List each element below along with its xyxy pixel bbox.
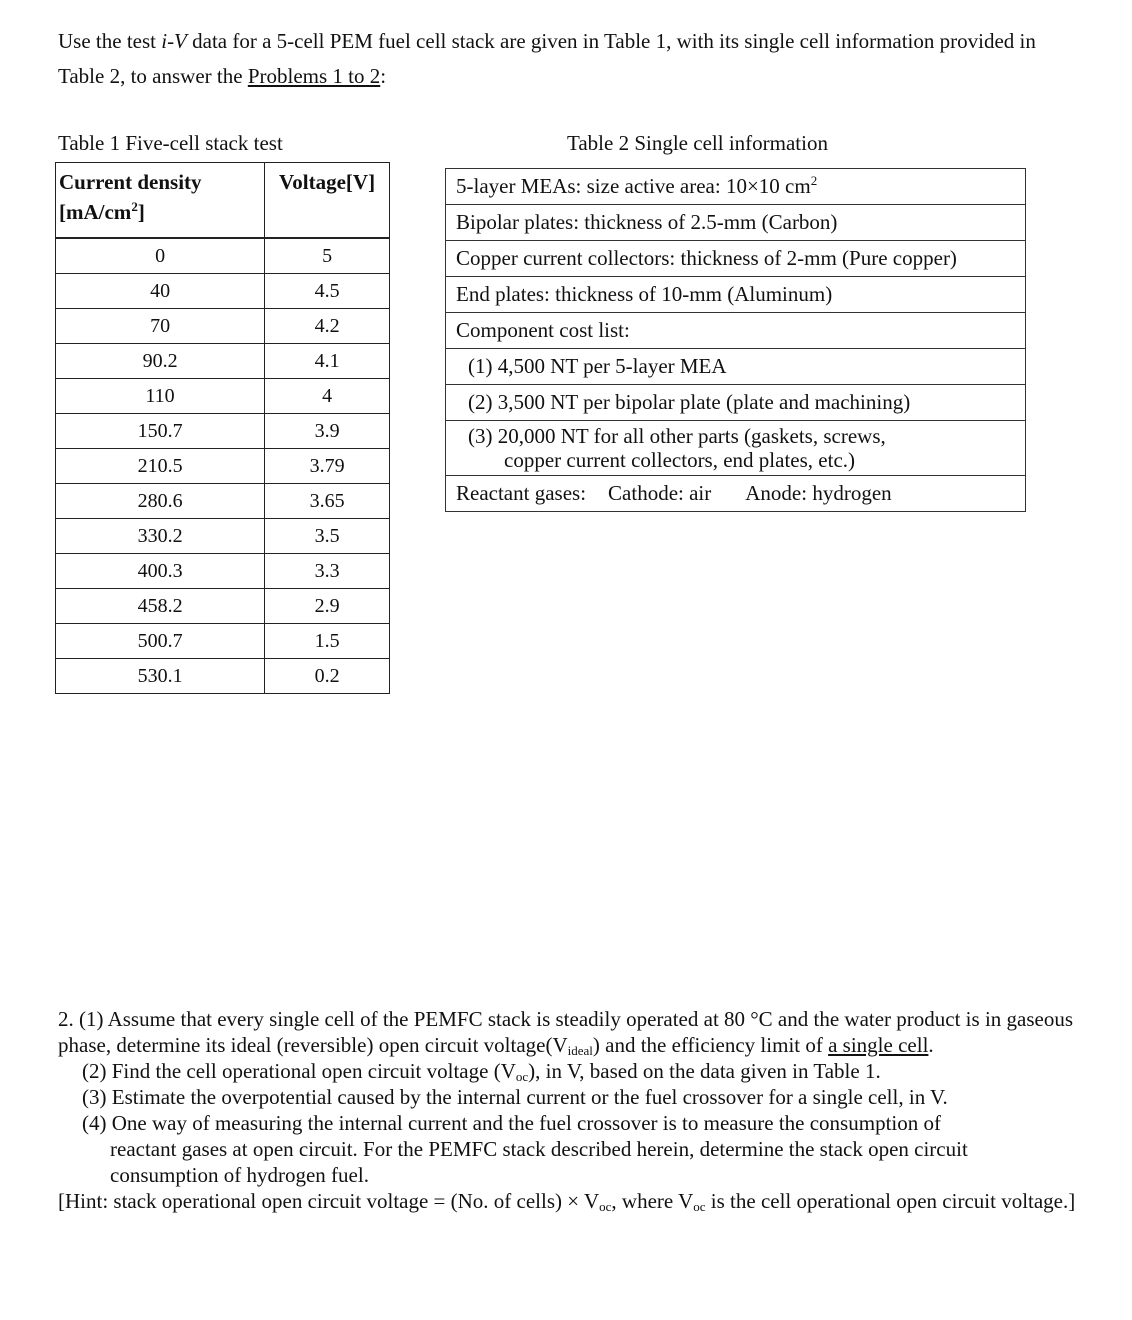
table-row xyxy=(56,589,390,624)
voltage-cell: 0.2 xyxy=(265,659,390,694)
current-cell: 458.2 xyxy=(56,589,265,624)
table-row xyxy=(56,238,390,274)
voltage-cell: 1.5 xyxy=(265,624,390,659)
header-current-line1: Current density xyxy=(59,170,202,194)
cost-item-3-line1: (3) 20,000 NT for all other parts (gaskets, screws, xyxy=(468,424,886,448)
hint-text-a: [Hint: stack operational open circuit voltage = (No. of cells) × V xyxy=(58,1189,600,1213)
table-row xyxy=(56,449,390,484)
single-cell-link: a single cell xyxy=(828,1033,929,1057)
table-row xyxy=(56,344,390,379)
anode-gas: Anode: hydrogen xyxy=(745,481,892,505)
current-cell: 400.3 xyxy=(56,554,265,589)
table2-caption: Table 2 Single cell information xyxy=(567,131,828,155)
stack-test-table xyxy=(55,162,390,694)
voltage-cell: 3.5 xyxy=(265,519,390,554)
table1-header-row xyxy=(56,163,390,239)
cost-item-1: (1) 4,500 NT per 5-layer MEA xyxy=(446,349,1026,385)
voltage-cell: 2.9 xyxy=(265,589,390,624)
hint-sub-2: oc xyxy=(693,1199,706,1214)
intro-paragraph xyxy=(58,24,1078,94)
current-cell: 90.2 xyxy=(56,344,265,379)
current-cell: 0 xyxy=(56,238,265,274)
bipolar-info: Bipolar plates: thickness of 2.5-mm (Carbon) xyxy=(446,205,1026,241)
hint-text-b: , where V xyxy=(611,1189,694,1213)
current-cell: 500.7 xyxy=(56,624,265,659)
voltage-cell: 4.2 xyxy=(265,309,390,344)
question-2-4-line2: reactant gases at open circuit. For the PEMFC stack described herein, determine the stack open circuit xyxy=(110,1137,968,1161)
current-cell: 210.5 xyxy=(56,449,265,484)
q1-text-a: 2. (1) Assume that every single cell of the PEMFC stack is steadily operated at 80 °C and the water product is in gaseous phase, determine its ideal (reversible) open circuit voltage(V xyxy=(58,1007,1074,1057)
reactant-label: Reactant gases: xyxy=(456,481,587,505)
table-row xyxy=(56,414,390,449)
question-2-2 xyxy=(58,1058,1113,1084)
q2-sub: oc xyxy=(515,1069,529,1084)
q2-text-a: (2) Find the cell operational open circuit voltage (V xyxy=(82,1059,516,1083)
header-current-close: ] xyxy=(137,200,145,224)
table-row xyxy=(446,241,1026,277)
single-cell-info-table xyxy=(445,168,1026,512)
cost-list-title: Component cost list: xyxy=(446,313,1026,349)
table-row xyxy=(446,476,1026,512)
header-current-sup: 2 xyxy=(131,199,138,214)
table-row xyxy=(56,379,390,414)
cathode-gas: Cathode: air xyxy=(608,481,712,505)
table-row xyxy=(56,554,390,589)
q2-text-b: ), in V, based on the data given in Table 1. xyxy=(528,1059,881,1083)
mea-info xyxy=(446,169,1026,205)
table-row xyxy=(446,385,1026,421)
q1-text-b: ) and the efficiency limit of xyxy=(592,1033,829,1057)
q1-text-c: . xyxy=(928,1033,934,1057)
end-plates-info: End plates: thickness of 10-mm (Aluminum) xyxy=(446,277,1026,313)
table-row xyxy=(56,519,390,554)
cost-item-3-line2: copper current collectors, end plates, etc.) xyxy=(504,448,856,472)
voltage-cell: 4 xyxy=(265,379,390,414)
table-row xyxy=(446,421,1026,476)
table-row xyxy=(446,313,1026,349)
intro-text-2: data for a 5-cell PEM fuel cell stack are given in Table 1, with its single cell information provided in Table 2, to answer the xyxy=(58,29,1036,88)
hint xyxy=(58,1188,1113,1214)
copper-info: Copper current collectors: thickness of 2-mm (Pure copper) xyxy=(446,241,1026,277)
table-row xyxy=(56,309,390,344)
cost-item-3 xyxy=(446,421,1026,476)
current-cell: 530.1 xyxy=(56,659,265,694)
table-row xyxy=(446,169,1026,205)
current-cell: 330.2 xyxy=(56,519,265,554)
question-2-4: (4) One way of measuring the internal current and the fuel crossover is to measure the consumption of xyxy=(82,1111,941,1135)
table-row xyxy=(56,274,390,309)
problems-link[interactable]: Problems 1 to 2 xyxy=(247,64,381,88)
table1-caption: Table 1 Five-cell stack test xyxy=(58,131,283,155)
header-voltage: Voltage[V] xyxy=(265,163,390,239)
current-cell: 150.7 xyxy=(56,414,265,449)
intro-text-1: Use the test xyxy=(58,29,162,53)
question-2-1 xyxy=(58,1006,1113,1058)
mea-text: 5-layer MEAs: size active area: 10×10 cm xyxy=(456,174,811,198)
question-2-3: (3) Estimate the overpotential caused by the internal current or the fuel crossover for a single cell, in V. xyxy=(82,1085,948,1109)
header-current-line2: [mA/cm xyxy=(59,200,132,224)
table-row xyxy=(446,349,1026,385)
voltage-cell: 4.5 xyxy=(265,274,390,309)
voltage-cell: 3.3 xyxy=(265,554,390,589)
table-row xyxy=(56,624,390,659)
cost-item-2: (2) 3,500 NT per bipolar plate (plate and machining) xyxy=(446,385,1026,421)
current-cell: 40 xyxy=(56,274,265,309)
mea-sup: 2 xyxy=(810,173,818,188)
voltage-cell: 3.9 xyxy=(265,414,390,449)
table-row xyxy=(56,659,390,694)
voltage-cell: 3.65 xyxy=(265,484,390,519)
problem-2 xyxy=(58,1006,1113,1214)
voltage-cell: 4.1 xyxy=(265,344,390,379)
table-row xyxy=(56,484,390,519)
voltage-cell: 3.79 xyxy=(265,449,390,484)
q1-sub: ideal xyxy=(567,1043,593,1058)
current-cell: 280.6 xyxy=(56,484,265,519)
hint-sub-1: oc xyxy=(599,1199,612,1214)
table-row xyxy=(446,205,1026,241)
intro-iv: i-V xyxy=(161,29,187,53)
question-2-4-line3: consumption of hydrogen fuel. xyxy=(110,1163,369,1187)
current-cell: 110 xyxy=(56,379,265,414)
intro-text-3: : xyxy=(380,64,387,88)
hint-text-c: is the cell operational open circuit voltage.] xyxy=(705,1189,1076,1213)
table-row xyxy=(446,277,1026,313)
header-current-density xyxy=(56,163,265,239)
current-cell: 70 xyxy=(56,309,265,344)
voltage-cell: 5 xyxy=(265,238,390,274)
reactant-gases xyxy=(446,476,1026,512)
